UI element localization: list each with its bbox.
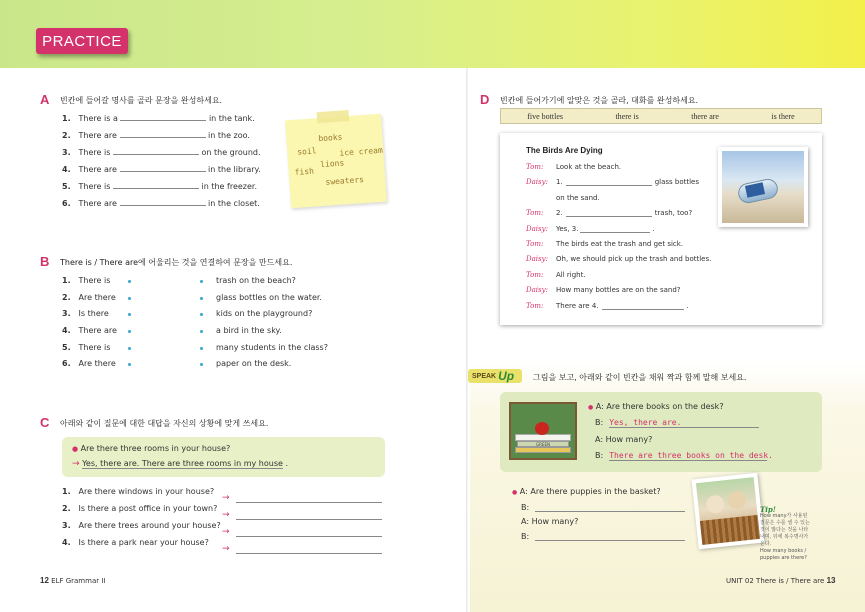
c-item-4: 4. Is there a park near your house?	[62, 538, 209, 547]
footer-left: 12 ELF Grammar II	[40, 576, 106, 585]
task-b1: B:	[521, 503, 685, 512]
dialog-line: Daisy: 1. glass bottles	[526, 178, 699, 187]
word-sticky-note	[285, 114, 387, 208]
b-left-1: 1. There is	[62, 276, 111, 285]
tip-text: How many가 사용된 질문은 수를 셀 수 있는 것이 많다는 것을 나타내며, 뒤에 복수명사가 온다.	[760, 513, 810, 547]
dialog-line: Tom: All right.	[526, 270, 586, 279]
answer-blank[interactable]	[113, 147, 199, 155]
dialog-line: on the sand.	[556, 193, 600, 202]
book-shape	[515, 434, 571, 441]
note-word: ice cream	[339, 145, 384, 158]
answer-line[interactable]	[236, 529, 382, 537]
answer-line[interactable]	[535, 533, 685, 541]
dialog-line: Daisy: Oh, we should pick up the trash and bottles.	[526, 255, 712, 264]
footer-right: UNIT 02 There is / There are 13	[726, 576, 836, 585]
bank-word: there is	[615, 111, 639, 121]
b-right-item: many students in the class?	[216, 342, 328, 352]
section-b-letter: B	[40, 254, 50, 269]
answer-blank[interactable]	[120, 113, 206, 121]
c-item-3: 3. Are there trees around your house?	[62, 521, 221, 530]
section-c-title: 아래와 같이 질문에 대한 대답을 자신의 상황에 맞게 쓰세요.	[60, 419, 269, 428]
basket-shape	[700, 515, 760, 545]
tape	[317, 110, 350, 123]
puppies-image	[696, 477, 760, 545]
ex-q1: ● A: Are there books on the desk?	[588, 402, 724, 411]
a-item-2: 2. There are in the zoo.	[62, 131, 250, 140]
task-q2: A: How many?	[521, 517, 579, 526]
section-d-title: 빈칸에 들어가기에 알맞은 것을 골라, 대화를 완성하세요.	[500, 96, 699, 105]
b-right-item: trash on the beach?	[216, 276, 296, 285]
ex-b1: B: Yes, there are.	[595, 418, 759, 428]
bottle-image	[722, 151, 804, 223]
dialog-line: Tom: The birds eat the trash and get sick.	[526, 239, 684, 248]
match-dot[interactable]	[128, 313, 131, 316]
match-dot[interactable]	[200, 313, 203, 316]
apple-shape	[535, 422, 549, 435]
arrow-right-icon: →	[222, 544, 230, 554]
answer-line[interactable]	[236, 512, 382, 520]
a-item-3: 3. There is on the ground.	[62, 148, 261, 157]
dialog-line: Tom: Look at the beach.	[526, 163, 622, 171]
b-left-3: 3. Is there	[62, 309, 109, 319]
c-answer-row	[222, 486, 382, 503]
note-word: books	[318, 132, 343, 144]
section-c-letter: C	[40, 415, 50, 430]
b-left-5: 5. There is	[62, 342, 111, 352]
ex-b2: B: There are three books on the desk.	[595, 451, 773, 460]
section-a-title: 빈칸에 들어갈 명사를 골라 문장을 완성하세요.	[60, 96, 223, 105]
arrow-right-icon: →	[222, 510, 230, 520]
answer-blank[interactable]	[113, 181, 199, 189]
b-right-item: kids on the playground?	[216, 309, 313, 319]
ex-q2: A: How many?	[595, 435, 653, 444]
task-q1: ● A: Are there puppies in the basket?	[512, 487, 661, 496]
tip-text-2: How many books / puppies are there?	[760, 548, 807, 561]
word-bank	[500, 108, 822, 124]
b-right-item: glass bottles on the water.	[216, 292, 322, 302]
dialog-line: Daisy: Yes, 3. .	[526, 224, 655, 233]
c-answer-row	[222, 537, 382, 554]
tip-box	[760, 506, 810, 562]
dialog-line: Tom: 2. trash, too?	[526, 209, 693, 218]
section-a-letter: A	[40, 92, 50, 107]
match-dot[interactable]	[128, 363, 131, 366]
c-answer-row	[222, 520, 382, 537]
puppy-shape	[705, 494, 725, 514]
match-dot[interactable]	[200, 363, 203, 366]
note-word: fish	[294, 166, 315, 177]
desk-books-picture	[509, 402, 577, 460]
b-left-2: 2. Are there	[62, 292, 116, 302]
arrow-right-icon: →	[222, 493, 230, 503]
tip-title: Tip!	[760, 505, 776, 514]
b-right-dots	[200, 280, 203, 366]
note-word: lions	[319, 158, 345, 170]
match-dot[interactable]	[200, 297, 203, 300]
b-right-item: paper on the desk.	[216, 359, 292, 369]
dialog-line: Tom: There are 4. .	[526, 301, 689, 310]
a-item-4: 4. There are in the library.	[62, 165, 261, 174]
answer-blank[interactable]	[566, 209, 652, 217]
c-item-1: 1. Are there windows in your house?	[62, 487, 215, 496]
example-answer: → Yes, there are. There are three rooms in my house .	[72, 459, 288, 469]
story-title: The Birds Are Dying	[526, 146, 603, 155]
b-left-6: 6. Are there	[62, 359, 116, 369]
match-dot[interactable]	[128, 280, 131, 283]
note-word: sweaters	[325, 175, 365, 187]
section-d-letter: D	[480, 92, 490, 107]
puppies-photo	[692, 473, 765, 550]
dialog-line: Daisy: How many bottles are on the sand?	[526, 286, 681, 295]
answer-line[interactable]	[535, 504, 685, 512]
a-item-5: 5. There is in the freezer.	[62, 182, 257, 191]
match-dot[interactable]	[128, 297, 131, 300]
section-b-left	[62, 276, 117, 376]
example-question: ● Are there three rooms in your house?	[72, 444, 231, 453]
practice-badge: PRACTICE	[36, 28, 128, 54]
bank-word: there are	[691, 111, 719, 121]
match-dot[interactable]	[200, 330, 203, 333]
match-dot[interactable]	[128, 330, 131, 333]
puppy-shape	[727, 490, 747, 510]
section-a-items	[62, 113, 261, 215]
example-box	[62, 437, 385, 477]
b-left-dots	[128, 280, 131, 366]
c-item-2: 2. Is there a post office in your town?	[62, 504, 218, 513]
dialog-lines	[526, 163, 711, 317]
answer-blank[interactable]	[120, 130, 206, 138]
bank-word: is there	[771, 111, 795, 121]
speak-up-title: 그림을 보고, 아래와 같이 빈칸을 채워 짝과 함께 말해 보세요.	[533, 373, 747, 382]
answer-blank[interactable]	[120, 164, 206, 172]
a-item-6: 6. There are in the closet.	[62, 199, 260, 208]
section-b-right	[216, 276, 328, 376]
answer-line[interactable]	[236, 495, 382, 503]
book-shape: GREEN	[517, 441, 569, 447]
note-word: soil	[296, 146, 317, 157]
match-dot[interactable]	[128, 347, 131, 350]
c-answer-lines	[222, 486, 382, 554]
section-c-items	[62, 487, 221, 555]
answer-blank[interactable]	[566, 178, 652, 186]
b-right-item: a bird in the sky.	[216, 326, 282, 336]
section-b-title: There is / There are에 어울리는 것을 연결하여 문장을 만드세요.	[60, 258, 293, 267]
bank-word: five bottles	[527, 111, 563, 121]
answer-line[interactable]	[236, 546, 382, 554]
header-bar	[0, 0, 865, 68]
book-shape	[515, 447, 571, 453]
answer-blank[interactable]	[602, 302, 684, 310]
answer-blank[interactable]	[580, 225, 650, 233]
match-dot[interactable]	[200, 280, 203, 283]
answer-blank[interactable]	[120, 198, 206, 206]
speak-up-badge: SPEAK Up	[468, 369, 522, 383]
book-spine	[466, 68, 468, 612]
match-dot[interactable]	[200, 347, 203, 350]
beach-bottle-photo	[718, 147, 808, 227]
task-b2: B:	[521, 532, 685, 541]
b-left-4: 4. There are	[62, 326, 117, 336]
arrow-right-icon: →	[222, 527, 230, 537]
c-answer-row	[222, 503, 382, 520]
a-item-1: 1. There is a in the tank.	[62, 114, 255, 123]
